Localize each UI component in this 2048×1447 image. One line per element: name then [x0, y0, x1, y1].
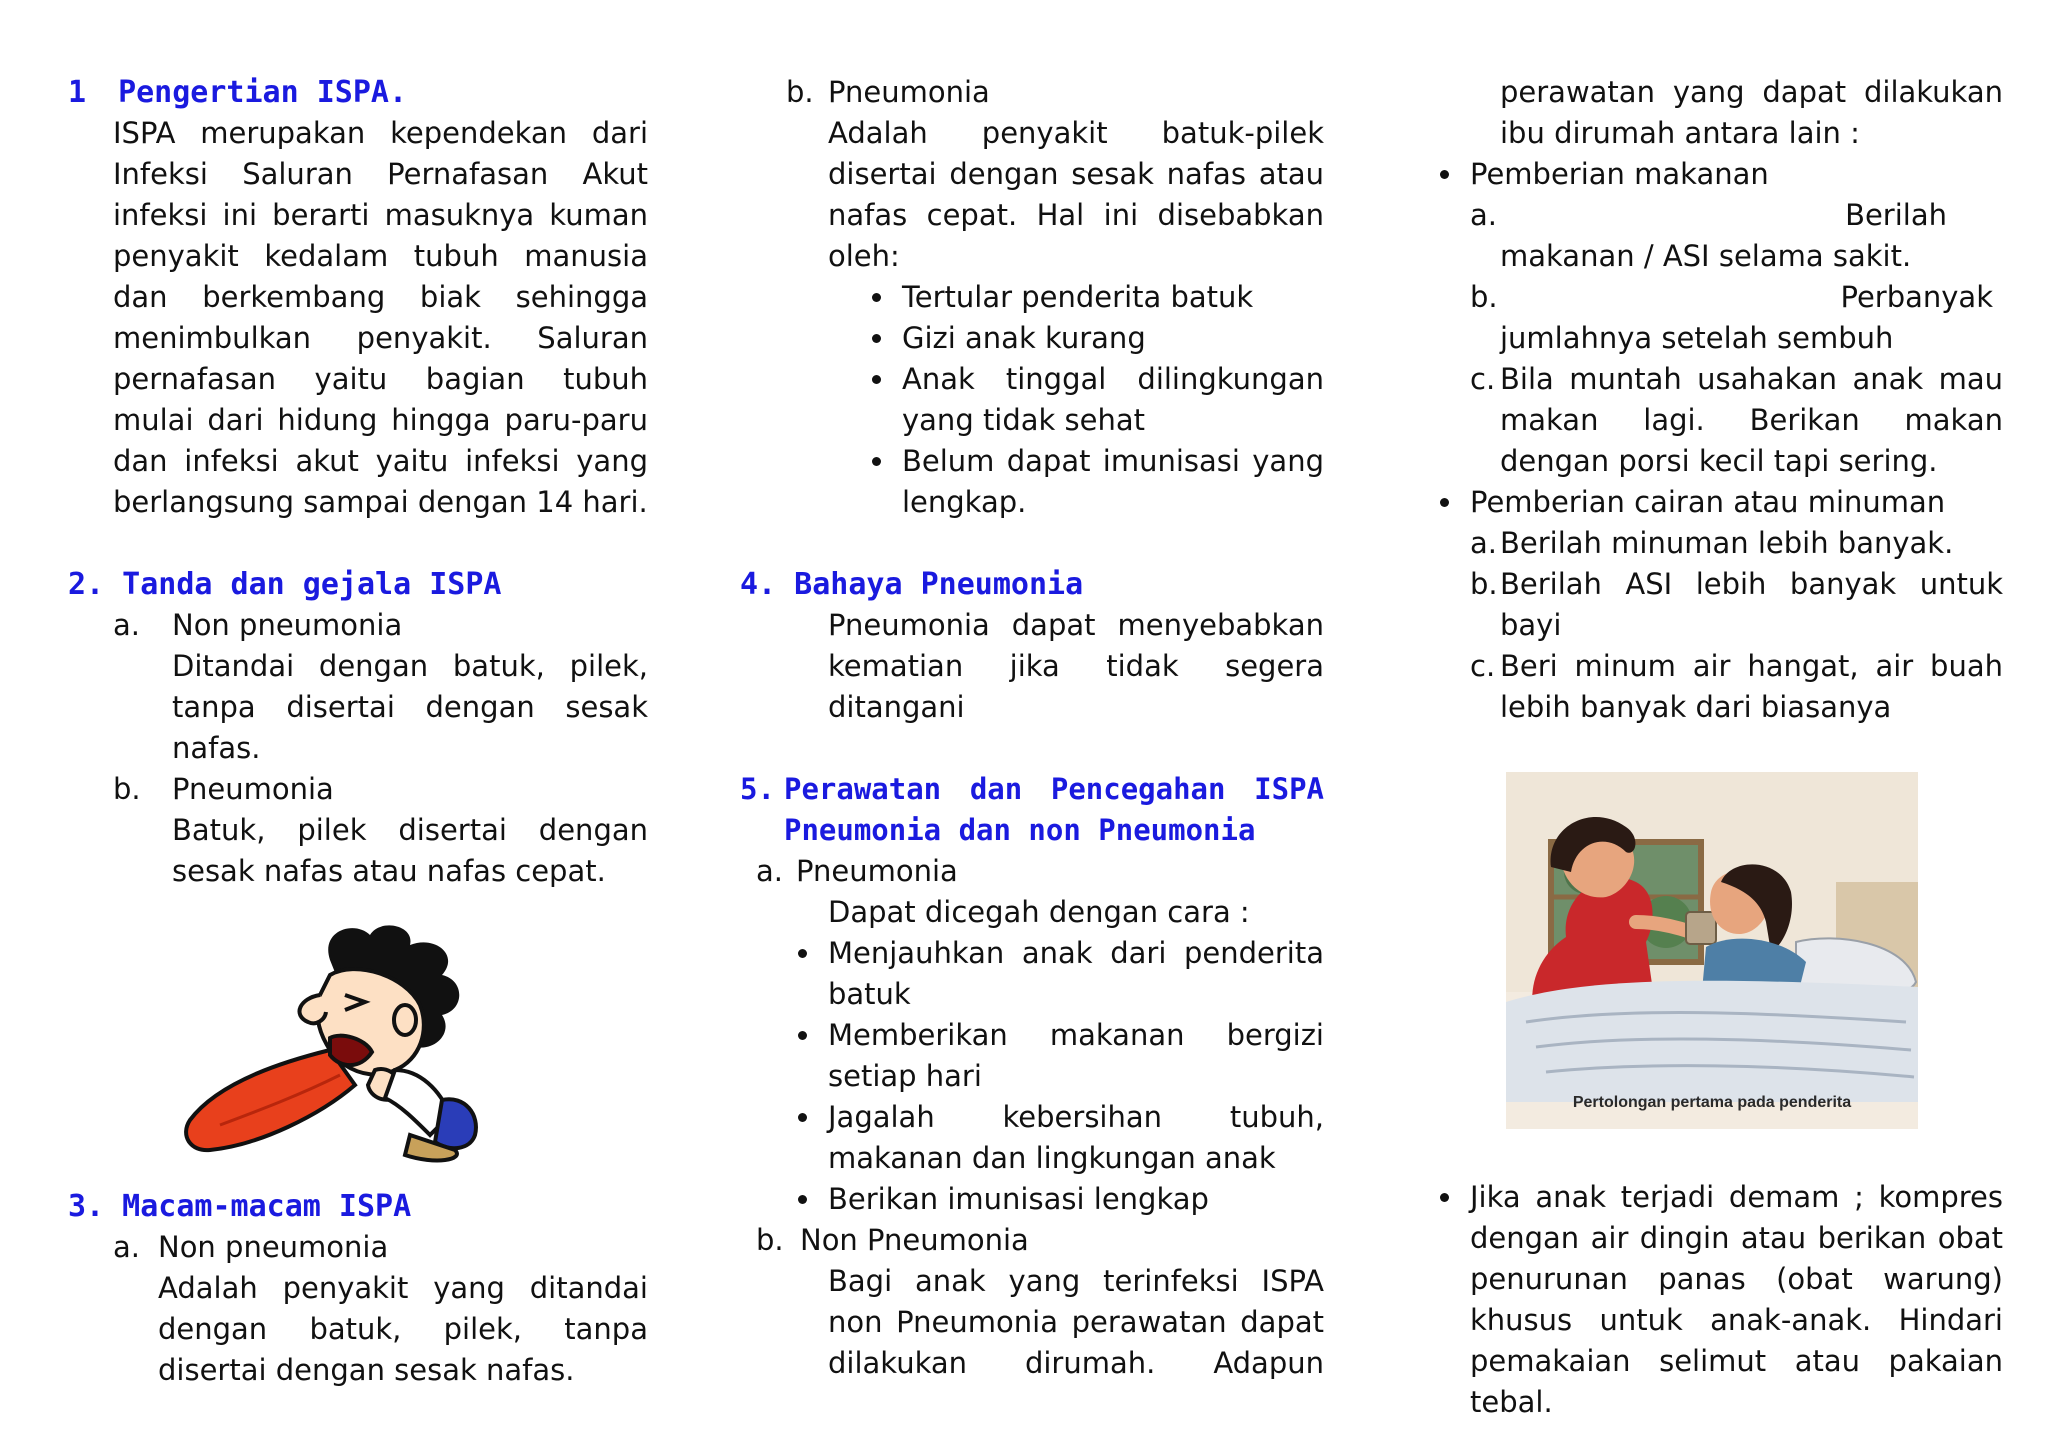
- item-marker: a.: [756, 854, 783, 888]
- section-1-body: ISPA merupakan kependekan dari Infeksi Saluran Pernafasan Akut infeksi ini berarti masuknya kuman penyakit kedalam tubuh manusia dan berkembang biak sehingga menimbulkan penyakit. Saluran pernafasan yaitu bagian tubuh mulai dari hidung hingga paru-paru dan infeksi akut yaitu infeksi yang berlangsung sampai dengan 14 hari.: [113, 116, 648, 519]
- section-3-item-a: [113, 1227, 648, 1268]
- section-5-item-b: [756, 1220, 1324, 1261]
- section-3-list: [113, 1227, 648, 1391]
- food-section: [1470, 154, 2003, 195]
- section-2-item-a: [113, 605, 648, 646]
- list-item: Tertular penderita batuk: [902, 277, 1324, 318]
- column-2: [740, 72, 1324, 1384]
- item-label: Non pneumonia: [172, 608, 403, 642]
- item-marker: c.: [1470, 649, 1496, 683]
- section-2-heading: 2. Tanda dan gejala ISPA: [68, 567, 502, 602]
- item-marker: b.: [113, 772, 141, 806]
- list-item: Gizi anak kurang: [902, 318, 1324, 359]
- drink-item-c: [1470, 646, 2003, 728]
- drink-list: [1470, 523, 2003, 728]
- item-text: Beri minum air hangat, air buah lebih banyak dari biasanya: [1500, 649, 2003, 724]
- item-text: Ditandai dengan batuk, pilek, tanpa disertai dengan sesak nafas.: [172, 649, 648, 765]
- food-item-a: [1470, 195, 2003, 236]
- non-pneumonia-text: Bagi anak yang terinfeksi ISPA non Pneumonia perawatan dapat dilakukan dirumah. Adapun: [828, 1264, 1324, 1380]
- item-marker: a.: [113, 608, 140, 642]
- prevention-list: [828, 933, 1324, 1220]
- item-text: Adalah penyakit yang ditandai dengan batuk, pilek, tanpa disertai dengan sesak nafas.: [158, 1271, 648, 1387]
- item-label: Pneumonia: [796, 854, 958, 888]
- item-marker: c.: [1470, 362, 1496, 396]
- list-item: Memberikan makanan bergizi setiap hari: [828, 1015, 1324, 1097]
- item-marker: a.: [1470, 526, 1497, 560]
- item-label: Non pneumonia: [158, 1230, 389, 1264]
- fever-section: [1470, 1177, 2003, 1423]
- section-1-number: 1: [68, 75, 87, 110]
- image-caption: Pertolongan pertama pada penderita: [1572, 1094, 1852, 1111]
- item-text: Berilah minuman lebih banyak.: [1500, 526, 1954, 560]
- item-label: Non Pneumonia: [800, 1223, 1029, 1257]
- pneumonia-definition: Adalah penyakit batuk-pilek disertai dengan sesak nafas atau nafas cepat. Hal ini disebabkan oleh:: [828, 116, 1324, 273]
- list-item: Jagalah kebersihan tubuh, makanan dan lingkungan anak: [828, 1097, 1324, 1179]
- section-4-text: Pneumonia dapat menyebabkan kematian jika tidak segera ditangani: [828, 608, 1324, 724]
- section-4-heading: 4. Bahaya Pneumonia: [740, 567, 1084, 602]
- section-3-heading: 3. Macam-macam ISPA: [68, 1189, 412, 1224]
- first-aid-illustration: [1506, 772, 1918, 1129]
- pneumonia-item-b: [786, 72, 1324, 113]
- item-first-word: Perbanyak: [1840, 280, 1993, 314]
- item-label: Pneumonia: [172, 772, 334, 806]
- section-5-heading: [740, 769, 1324, 851]
- column-3: [1420, 72, 2003, 1423]
- food-item-c: [1470, 359, 2003, 482]
- item-label: Pneumonia: [828, 75, 990, 109]
- item-marker: b.: [1470, 280, 1498, 314]
- item-marker: b.: [756, 1223, 784, 1257]
- list-item: Anak tinggal dilingkungan yang tidak sehat: [902, 359, 1324, 441]
- list-item: Berikan imunisasi lengkap: [828, 1179, 1324, 1220]
- section-2-item-b: [113, 769, 648, 810]
- item-marker: b.: [1470, 567, 1498, 601]
- prevention-intro: Dapat dicegah dengan cara :: [828, 895, 1250, 929]
- item-text: Batuk, pilek disertai dengan sesak nafas atau nafas cepat.: [172, 813, 648, 888]
- fever-text: Jika anak terjadi demam ; kompres dengan air dingin atau berikan obat penurunan panas (obat warung) khusus untuk anak-anak. Hindari pemakaian selimut atau pakaian tebal.: [1470, 1177, 2003, 1423]
- item-marker: a.: [1470, 198, 1497, 232]
- drink-item-a: [1470, 523, 2003, 564]
- food-heading: Pemberian makanan: [1470, 154, 2003, 195]
- column-1: [68, 72, 648, 1391]
- section-5-title: Perawatan dan Pencegahan ISPA Pneumonia dan non Pneumonia: [784, 772, 1324, 847]
- mother-child-picture: [1506, 772, 1918, 1129]
- care-continuation: perawatan yang dapat dilakukan ibu dirumah antara lain :: [1500, 75, 2003, 150]
- item-text: makanan / ASI selama sakit.: [1500, 239, 1912, 273]
- section-5-number: 5.: [740, 772, 775, 806]
- drink-heading: Pemberian cairan atau minuman: [1470, 482, 2003, 523]
- causes-list: [902, 277, 1324, 523]
- section-1-title: Pengertian ISPA.: [118, 75, 408, 110]
- list-item: Menjauhkan anak dari penderita batuk: [828, 933, 1324, 1015]
- item-text: jumlahnya setelah sembuh: [1500, 321, 1894, 355]
- list-item: Belum dapat imunisasi yang lengkap.: [902, 441, 1324, 523]
- item-text: Bila muntah usahakan anak mau makan lagi. Berikan makan dengan porsi kecil tapi sering.: [1500, 362, 2003, 478]
- item-first-word: Berilah: [1845, 198, 1947, 232]
- coughing-person-illustration: [180, 920, 510, 1170]
- drink-item-b: [1470, 564, 2003, 646]
- section-5-item-a: [756, 851, 1324, 892]
- section-1-heading: [68, 72, 648, 113]
- food-item-b: [1470, 277, 2003, 318]
- drink-section: [1470, 482, 2003, 523]
- item-marker: b.: [786, 75, 814, 109]
- item-text: Berilah ASI lebih banyak untuk bayi: [1500, 567, 2003, 642]
- food-list: [1470, 195, 2003, 482]
- section-2-list: [113, 605, 648, 892]
- item-marker: a.: [113, 1230, 140, 1264]
